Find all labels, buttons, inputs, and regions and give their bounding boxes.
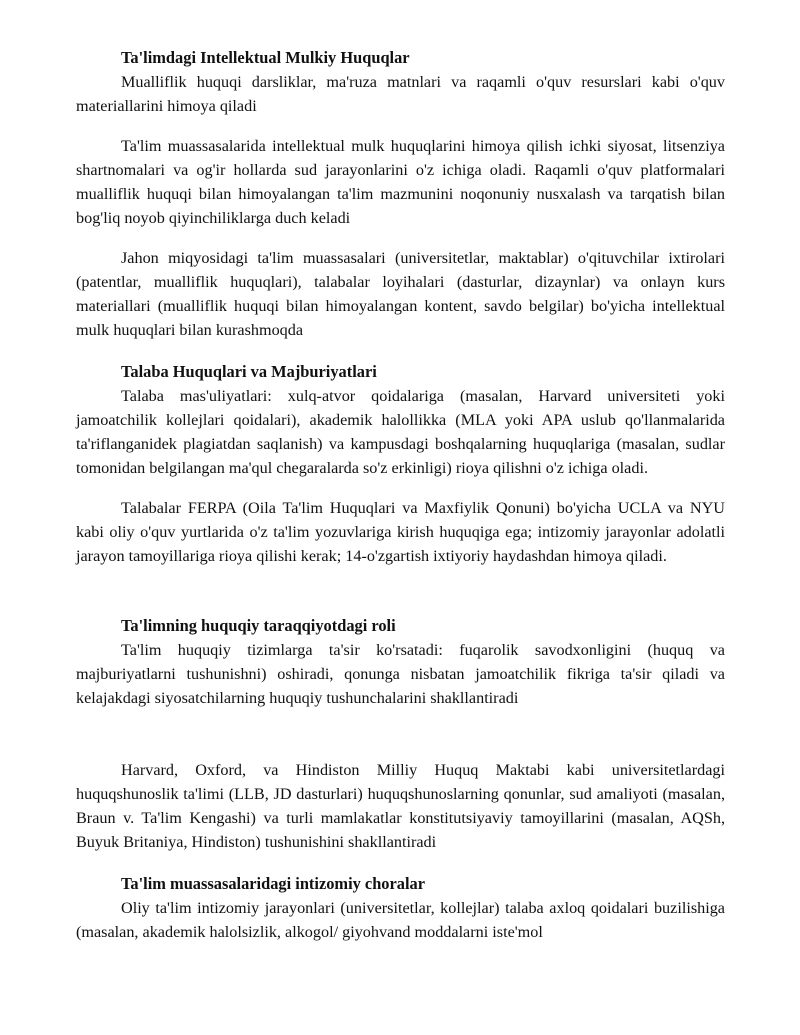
- paragraph: Mualliflik huquqi darsliklar, ma'ruza matnlari va raqamli o'quv resurslari kabi o'quv materiallarini himoya qiladi: [76, 73, 725, 115]
- paragraph: Ta'lim huquqiy tizimlarga ta'sir ko'rsatadi: fuqarolik savodxonligini (huquq va majburiyatlarni tushunishni) oshiradi, qonunga nisbatan jamoatchilik fikriga ta'sir qiladi va kelajakdagi siyosatchilarning huquqiy tushunchalarini shakllantiradi: [76, 641, 725, 707]
- section-heading-student-rights: Talaba Huquqlari va Majburiyatlari: [121, 362, 377, 381]
- paragraph: Talaba mas'uliyatlari: xulq-atvor qoidalariga (masalan, Harvard universiteti yoki jamoatchilik kollejlari qoidalari), akademik halollikka (MLA yoki APA uslub qo'llanmalarida ta'riflanganidek plagiatdan saqlanish) va kampusdagi boshqalarning huquqlariga (masalan, sudlar tomonidan belgilangan ma'qul chegaralarda so'z erkinligi) rioya qilishni o'z ichiga oladi.: [76, 387, 725, 477]
- paragraph: Oliy ta'lim intizomiy jarayonlari (universitetlar, kollejlar) talaba axloq qoidalari buzilishiga (masalan, akademik halolsizlik, alkogol/ giyohvand moddalarni iste'mol: [76, 899, 725, 941]
- section-heading-intellectual-property: Ta'limdagi Intellektual Mulkiy Huquqlar: [121, 48, 410, 67]
- paragraph: Talabalar FERPA (Oila Ta'lim Huquqlari va Maxfiylik Qonuni) bo'yicha UCLA va NYU kabi oliy o'quv yurtlarida o'z ta'lim yozuvlariga kirish huquqiga ega; intizomiy jarayonlar adolatli jarayon tamoyillariga rioya qilishi kerak; 14-o'zgartish ixtiyoriy haydashdan himoya qiladi.: [76, 499, 725, 565]
- section-heading-legal-development: Ta'limning huquqiy taraqqiyotdagi roli: [121, 616, 396, 635]
- paragraph: Ta'lim muassasalarida intellektual mulk huquqlarini himoya qilish ichki siyosat, litsenziya shartnomalari va og'ir hollarda sud jarayonlarini o'z ichiga oladi. Raqamli o'quv platformalari mualliflik huquqi bilan himoyalangan ta'lim mazmunini noqonuniy nusxalash va tarqatish bilan bog'liq noyob qiyinchiliklarga duch keladi: [76, 137, 725, 227]
- section-heading-disciplinary-measures: Ta'lim muassasalaridagi intizomiy choralar: [121, 874, 425, 893]
- paragraph: Harvard, Oxford, va Hindiston Milliy Huquq Maktabi kabi universitetlardagi huquqshunoslik ta'limi (LLB, JD dasturlari) huquqshunoslarning qonunlar, sud amaliyoti (masalan, Braun v. Ta'lim Kengashi) va turli mamlakatlar konstitutsiyaviy tamoyillarini (masalan, AQSh, Buyuk Britaniya, Hindiston) tushunishini shakllantiradi: [76, 761, 725, 851]
- paragraph: Jahon miqyosidagi ta'lim muassasalari (universitetlar, maktablar) o'qituvchilar ixtirolari (patentlar, mualliflik huquqlari), talabalar loyihalari (dasturlar, dizaynlar) va onlayn kurs materiallari (mualliflik huquqi bilan himoyalangan kontent, savdo belgilar) bo'yicha intellektual mulk huquqlari bilan kurashmoqda: [76, 249, 725, 339]
